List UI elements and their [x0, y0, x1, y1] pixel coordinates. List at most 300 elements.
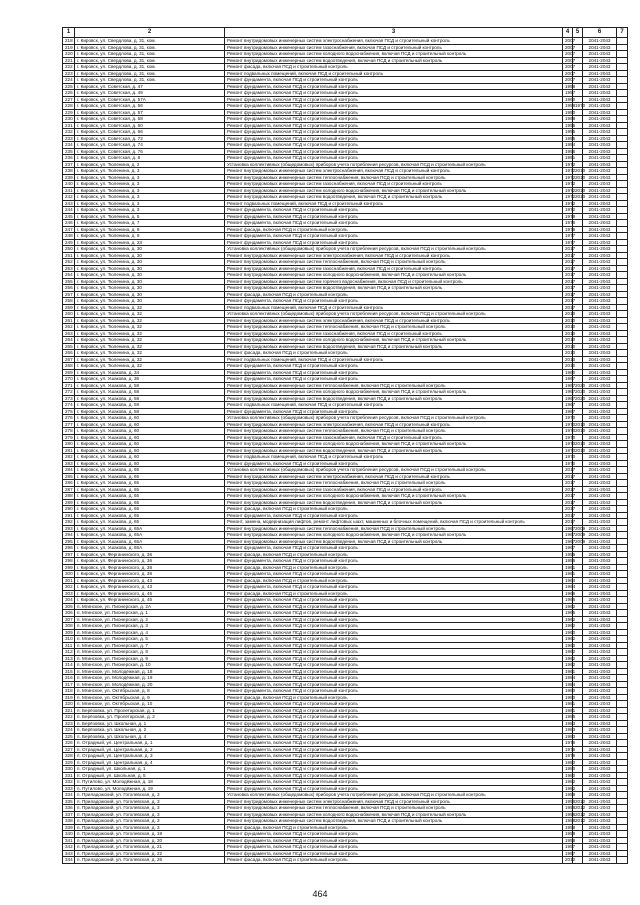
- row-number-cell: 314: [63, 662, 75, 669]
- row-number-cell: 263: [63, 330, 75, 337]
- planned-period-cell: 2041-2043: [583, 272, 617, 279]
- build-year-cell: 1962: [563, 616, 573, 623]
- row-number-cell: 341: [63, 837, 75, 844]
- planned-period-cell: 2041-2043: [583, 454, 617, 461]
- address-cell: г. Кировск, ул. Ферганинского, д. 43: [75, 577, 225, 584]
- planned-period-cell: 2041-2043: [583, 122, 617, 129]
- build-year-cell: 1958: [563, 805, 573, 812]
- build-year-cell: 2007: [563, 77, 573, 84]
- row-number-cell: 244: [63, 207, 75, 214]
- row-number-cell: 254: [63, 272, 75, 279]
- planned-period-cell: 2041-2043: [583, 337, 617, 344]
- planned-period-cell: 2041-2043: [583, 837, 617, 844]
- address-cell: г. Кировск, ул. Тюленина, д. 9: [75, 233, 225, 240]
- row-number-cell: 232: [63, 129, 75, 136]
- work-type-cell: Ремонт подвальных помещений, включая ПСД и строительный контроль: [225, 402, 563, 409]
- build-year-cell: 1961: [563, 564, 573, 571]
- address-cell: п. Приладожский, ул. Гоголевская, д. 26: [75, 857, 225, 864]
- planned-period-cell: 2041-2043: [583, 226, 617, 233]
- address-cell: г. Кировск, ул. Ушакова, д. 58: [75, 408, 225, 415]
- planned-period-cell: 2041-2043: [583, 382, 617, 389]
- planned-period-cell: 2041-2043: [583, 538, 617, 545]
- planned-period-cell: 2041-2043: [583, 155, 617, 162]
- work-type-cell: Ремонт фундамента, включая ПСД и строительный контроль: [225, 772, 563, 779]
- row-number-cell: 336: [63, 805, 75, 812]
- row-number-cell: 243: [63, 200, 75, 207]
- address-cell: г. Кировск, ул. Тюленина, д. 32: [75, 311, 225, 318]
- work-type-cell: Ремонт фундамента, включая ПСД и строительный контроль: [225, 610, 563, 617]
- planned-period-cell: 2041-2043: [583, 545, 617, 552]
- work-type-cell: Ремонт фундамента, включая ПСД и строительный контроль: [225, 727, 563, 734]
- address-cell: г. Кировск, ул. Тюленина, д. 32: [75, 330, 225, 337]
- work-type-cell: Ремонт внутридомовых инженерных систем газоснабжения, включая ПСД и строительный контроль: [225, 265, 563, 272]
- row-number-cell: 277: [63, 421, 75, 428]
- planned-period-cell: 2041-2043: [583, 70, 617, 77]
- work-type-cell: Ремонт фундамента, включая ПСД и строительный контроль: [225, 109, 563, 116]
- planned-period-cell: 2041-2043: [583, 174, 617, 181]
- work-type-cell: Ремонт внутридомовых инженерных систем теплоснабжения, включая ПСД и строительный контроль: [225, 382, 563, 389]
- planned-period-cell: 2041-2043: [583, 467, 617, 474]
- address-cell: г. Кировск, ул. Ферганинского, д. 45: [75, 597, 225, 604]
- address-cell: г. Кировск, ул. Ушакова, д. 34: [75, 369, 225, 376]
- row-number-cell: 313: [63, 655, 75, 662]
- address-cell: п. Приладожский, ул. Гоголевская, д. 3: [75, 818, 225, 825]
- planned-period-cell: 2041-2043: [583, 603, 617, 610]
- planned-period-cell: 2041-2043: [583, 720, 617, 727]
- row-number-cell: 246: [63, 220, 75, 227]
- repair-year-cell: 2020: [573, 382, 583, 389]
- row-number-cell: 287: [63, 486, 75, 493]
- row-number-cell: 227: [63, 96, 75, 103]
- work-type-cell: Ремонт подвальных помещений, включая ПСД и строительный контроль: [225, 356, 563, 363]
- address-cell: г. Кировск, ул. Ушакова, д. 60: [75, 428, 225, 435]
- work-type-cell: Ремонт фундамента, включая ПСД и строительный контроль: [225, 122, 563, 129]
- address-cell: г. Кировск, ул. Ушакова, д. 65: [75, 499, 225, 506]
- work-type-cell: Ремонт фундамента, включая ПСД и строительный контроль: [225, 239, 563, 246]
- planned-period-cell: 2041-2043: [583, 363, 617, 370]
- build-year-cell: 1960: [563, 369, 573, 376]
- work-type-cell: Ремонт внутридомовых инженерных систем теплоснабжения, включая ПСД и строительный контроль: [225, 428, 563, 435]
- build-year-cell: 2017: [563, 278, 573, 285]
- address-cell: г. Кировск, ул. Тюленина, д. 30: [75, 298, 225, 305]
- row-number-cell: 234: [63, 142, 75, 149]
- row-number-cell: 262: [63, 324, 75, 331]
- planned-period-cell: 2041-2043: [583, 304, 617, 311]
- work-type-cell: Ремонт подвальных помещений, включая ПСД и строительный контроль: [225, 454, 563, 461]
- planned-period-cell: 2041-2043: [583, 291, 617, 298]
- build-year-cell: 1983: [563, 727, 573, 734]
- planned-period-cell: 2041-2043: [583, 83, 617, 90]
- work-type-cell: Ремонт фундамента, включая ПСД и строительный контроль: [225, 155, 563, 162]
- work-type-cell: Ремонт внутридомовых инженерных систем холодного водоснабжения, включая ПСД и строительный контроль: [225, 441, 563, 448]
- build-year-cell: 2007: [563, 64, 573, 71]
- work-type-cell: Ремонт внутридомовых инженерных систем холодного водоснабжения, включая ПСД и строительный контроль: [225, 811, 563, 818]
- work-type-cell: Ремонт фасада, включая ПСД и строительный контроль: [225, 564, 563, 571]
- address-cell: г. Кировск, ул. Тюленина, д. 3: [75, 174, 225, 181]
- planned-period-cell: 2041-2043: [583, 525, 617, 532]
- work-type-cell: Ремонт фундамента, включая ПСД и строительный контроль: [225, 701, 563, 708]
- planned-period-cell: 2041-2043: [583, 90, 617, 97]
- address-cell: г. Кировск, ул. Ушакова, д. 60: [75, 460, 225, 467]
- address-cell: п. Отрадный, ул. Центральная, д. 2: [75, 746, 225, 753]
- row-number-cell: 303: [63, 590, 75, 597]
- address-cell: п. Мгинское, ул. Молодёжная, д. 20: [75, 681, 225, 688]
- build-year-cell: 2017: [563, 298, 573, 305]
- row-number-cell: 285: [63, 473, 75, 480]
- address-cell: г. Кировск, ул. Ушакова, д. 65: [75, 486, 225, 493]
- build-year-cell: 2017: [563, 480, 573, 487]
- build-year-cell: 1962: [563, 662, 573, 669]
- planned-period-cell: 2041-2043: [583, 343, 617, 350]
- planned-period-cell: 2041-2043: [583, 148, 617, 155]
- planned-period-cell: 2041-2043: [583, 38, 617, 45]
- row-number-cell: 344: [63, 857, 75, 864]
- work-type-cell: Ремонт внутридомовых инженерных систем электроснабжения, включая ПСД и строительный контроль: [225, 798, 563, 805]
- row-number-cell: 301: [63, 577, 75, 584]
- address-cell: г. Кировск, ул. Ушакова, д. 60: [75, 415, 225, 422]
- planned-period-cell: 2041-2043: [583, 564, 617, 571]
- row-number-cell: 221: [63, 57, 75, 64]
- repair-year-cell: 2010: [573, 174, 583, 181]
- work-type-cell: Ремонт фундамента, включая ПСД и строительный контроль: [225, 213, 563, 220]
- address-cell: г. Кировск, ул. Ферганинского, д. 45: [75, 590, 225, 597]
- address-cell: п. Мгинское, ул. Пионерская, д. 10: [75, 662, 225, 669]
- planned-period-cell: 2041-2043: [583, 252, 617, 259]
- header-col-3: 3: [225, 28, 563, 38]
- planned-period-cell: 2041-2043: [583, 246, 617, 253]
- work-type-cell: Ремонт внутридомовых инженерных систем водоотведения, включая ПСД и строительный контроль: [225, 194, 563, 201]
- build-year-cell: 1970: [563, 447, 573, 454]
- header-col-5: 5: [573, 28, 583, 38]
- address-cell: г. Кировск, ул. Тюленина, д. 3: [75, 181, 225, 188]
- row-number-cell: 295: [63, 538, 75, 545]
- build-year-cell: 1982: [563, 779, 573, 786]
- row-number-cell: 312: [63, 649, 75, 656]
- planned-period-cell: 2041-2043: [583, 376, 617, 383]
- planned-period-cell: 2041-2043: [583, 480, 617, 487]
- address-cell: г. Кировск, ул. Советская, д. 56: [75, 103, 225, 110]
- build-year-cell: 1958: [563, 831, 573, 838]
- work-type-cell: Ремонт фасада, включая ПСД и строительный контроль: [225, 824, 563, 831]
- build-year-cell: 2017: [563, 246, 573, 253]
- repair-year-cell: 2012: [573, 798, 583, 805]
- planned-period-cell: 2041-2043: [583, 753, 617, 760]
- build-year-cell: 1956: [563, 148, 573, 155]
- address-cell: п. Приладожский, ул. Гоголевская, д. 3: [75, 792, 225, 799]
- address-cell: г. Кировск, ул. Свердлова, д. 31, ком.: [75, 70, 225, 77]
- row-number-cell: 324: [63, 727, 75, 734]
- planned-period-cell: 2041-2043: [583, 649, 617, 656]
- work-type-cell: Ремонт фундамента, включая ПСД и строительный контроль: [225, 584, 563, 591]
- address-cell: г. Кировск, ул. Советская, д. 49: [75, 90, 225, 97]
- row-number-cell: 335: [63, 798, 75, 805]
- planned-period-cell: 2041-2043: [583, 402, 617, 409]
- planned-period-cell: 2041-2043: [583, 187, 617, 194]
- planned-period-cell: 2041-2043: [583, 740, 617, 747]
- build-year-cell: 2007: [563, 57, 573, 64]
- work-type-cell: Ремонт фундамента, включая ПСД и строительный контроль: [225, 512, 563, 519]
- build-year-cell: 1972: [563, 200, 573, 207]
- address-cell: п. Мгинское, ул. Пионерская, д. 5: [75, 636, 225, 643]
- address-cell: г. Кировск, ул. Советская, д. 8: [75, 155, 225, 162]
- planned-period-cell: 2041-2043: [583, 428, 617, 435]
- planned-period-cell: 2041-2043: [583, 551, 617, 558]
- work-type-cell: Ремонт фундамента, включая ПСД и строительный контроль: [225, 545, 563, 552]
- row-number-cell: 309: [63, 629, 75, 636]
- address-cell: п. Мгинское, ул. Пионерская, д. 4: [75, 629, 225, 636]
- repair-year-cell: 2009: [573, 538, 583, 545]
- address-cell: п. Берёзовка, ул. Школьная, д. 2: [75, 727, 225, 734]
- address-cell: г. Кировск, ул. Тюленина, д. 32: [75, 337, 225, 344]
- row-number-cell: 306: [63, 610, 75, 617]
- row-number-cell: 228: [63, 103, 75, 110]
- address-cell: г. Кировск, ул. Ушакова, д. 65: [75, 493, 225, 500]
- build-year-cell: 1968: [563, 116, 573, 123]
- planned-period-cell: 2041-2043: [583, 519, 617, 526]
- work-type-cell: Ремонт фундамента, включая ПСД и строительный контроль: [225, 779, 563, 786]
- planned-period-cell: 2041-2043: [583, 512, 617, 519]
- planned-period-cell: 2041-2043: [583, 96, 617, 103]
- build-year-cell: 1980: [563, 759, 573, 766]
- build-year-cell: 1961: [563, 668, 573, 675]
- address-cell: п. Мгинское, ул. Пионерская, д. 8: [75, 649, 225, 656]
- planned-period-cell: 2041-2043: [583, 265, 617, 272]
- repair-year-cell: 2020: [573, 395, 583, 402]
- build-year-cell: 1983: [563, 733, 573, 740]
- work-type-cell: Ремонт внутридомовых инженерных систем водоотведения, включая ПСД и строительный контроль: [225, 285, 563, 292]
- work-type-cell: Ремонт внутридомовых инженерных систем холодного водоснабжения, включая ПСД и строительный контроль: [225, 337, 563, 344]
- row-number-cell: 253: [63, 265, 75, 272]
- repair-year-cell: 2012: [573, 811, 583, 818]
- build-year-cell: 1966: [563, 590, 573, 597]
- repair-year-cell: 2010: [573, 421, 583, 428]
- row-number-cell: 256: [63, 285, 75, 292]
- row-number-cell: 224: [63, 77, 75, 84]
- planned-period-cell: 2041-2043: [583, 194, 617, 201]
- work-type-cell: Ремонт фундамента, включая ПСД и строительный контроль: [225, 759, 563, 766]
- row-number-cell: 260: [63, 311, 75, 318]
- address-cell: п. Мгинское, ул. Пионерская, д. 3: [75, 623, 225, 630]
- address-cell: п. Приладожский, ул. Гоголевская, д. 3: [75, 805, 225, 812]
- address-cell: п. Мгинское, ул. Октябрьская, д. 10: [75, 701, 225, 708]
- address-cell: г. Кировск, ул. Советская, д. 58: [75, 116, 225, 123]
- planned-period-cell: 2041-2043: [583, 610, 617, 617]
- work-type-cell: Ремонт фундамента, включая ПСД и строительный контроль: [225, 148, 563, 155]
- work-type-cell: Ремонт фасада, включая ПСД и строительный контроль: [225, 857, 563, 864]
- build-year-cell: 1970: [563, 434, 573, 441]
- work-type-cell: Установка коллективных (общедомовых) приборов учета потребления ресурсов, включая ПСД и строительный контроль: [225, 161, 563, 168]
- work-type-cell: Ремонт фундамента, включая ПСД и строительный контроль: [225, 740, 563, 747]
- planned-period-cell: 2041-2043: [583, 655, 617, 662]
- build-year-cell: 1967: [563, 389, 573, 396]
- address-cell: п. Мгинское, ул. Пионерская, д. 2: [75, 616, 225, 623]
- planned-period-cell: 2041-2043: [583, 811, 617, 818]
- work-type-cell: Ремонт фундамента, включая ПСД и строительный контроль: [225, 688, 563, 695]
- address-cell: г. Кировск, ул. Ферганинского, д. 36: [75, 558, 225, 565]
- work-type-cell: Ремонт фундамента, включая ПСД и строительный контроль: [225, 649, 563, 656]
- row-number-cell: 274: [63, 402, 75, 409]
- planned-period-cell: 2041-2043: [583, 298, 617, 305]
- planned-period-cell: 2041-2043: [583, 850, 617, 857]
- row-number-cell: 305: [63, 603, 75, 610]
- address-cell: г. Кировск, ул. Тюленина, д. 30: [75, 278, 225, 285]
- planned-period-cell: 2041-2043: [583, 792, 617, 799]
- work-type-cell: Ремонт внутридомовых инженерных систем холодного водоснабжения, включая ПСД и строительный контроль: [225, 187, 563, 194]
- build-year-cell: 1972: [563, 181, 573, 188]
- address-cell: г. Кировск, ул. Ушакова, д. 65: [75, 467, 225, 474]
- planned-period-cell: 2041-2043: [583, 623, 617, 630]
- work-type-cell: Ремонт фундамента, включая ПСД и строительный контроль: [225, 96, 563, 103]
- work-type-cell: Ремонт фасада, включая ПСД и строительный контроль: [225, 577, 563, 584]
- build-year-cell: 2017: [563, 512, 573, 519]
- row-number-cell: 289: [63, 499, 75, 506]
- work-type-cell: Ремонт внутридомовых инженерных систем теплоснабжения, включая ПСД и строительный контроль: [225, 805, 563, 812]
- address-cell: п. Приладожский, ул. Гоголевская, д. 22: [75, 850, 225, 857]
- address-cell: г. Кировск, ул. Ушакова, д. 58: [75, 382, 225, 389]
- work-type-cell: Установка коллективных (общедомовых) приборов учета потребления ресурсов, включая ПСД и строительный контроль: [225, 792, 563, 799]
- work-type-cell: Ремонт фасада, включая ПСД и строительный контроль: [225, 291, 563, 298]
- address-cell: п. Мгинское, ул. Пионерская, д. 2А: [75, 603, 225, 610]
- header-col-6: 6: [583, 28, 617, 38]
- row-number-cell: 271: [63, 382, 75, 389]
- work-type-cell: Ремонт фундамента, включая ПСД и строительный контроль: [225, 83, 563, 90]
- work-type-cell: Ремонт фундамента, включая ПСД и строительный контроль: [225, 766, 563, 773]
- header-col-2: 2: [75, 28, 225, 38]
- address-cell: г. Кировск, ул. Ушакова, д. 65: [75, 506, 225, 513]
- row-number-cell: 247: [63, 226, 75, 233]
- work-type-cell: Ремонт фундамента, включая ПСД и строительный контроль: [225, 116, 563, 123]
- planned-period-cell: 2041-2043: [583, 51, 617, 58]
- row-number-cell: 328: [63, 753, 75, 760]
- build-year-cell: 1967: [563, 395, 573, 402]
- build-year-cell: 1984: [563, 681, 573, 688]
- work-type-cell: Ремонт фундамента, включая ПСД и строительный контроль: [225, 207, 563, 214]
- row-number-cell: 288: [63, 493, 75, 500]
- build-year-cell: 1981: [563, 707, 573, 714]
- build-year-cell: 1970: [563, 454, 573, 461]
- row-number-cell: 297: [63, 551, 75, 558]
- row-number-cell: 290: [63, 506, 75, 513]
- build-year-cell: 1970: [563, 415, 573, 422]
- row-number-cell: 308: [63, 623, 75, 630]
- planned-period-cell: 2041-2043: [583, 239, 617, 246]
- work-type-cell: Ремонт внутридомовых инженерных систем холодного водоснабжения, включая ПСД и строительный контроль: [225, 389, 563, 396]
- address-cell: г. Кировск, ул. Ушакова, д. 58: [75, 389, 225, 396]
- row-number-cell: 268: [63, 363, 75, 370]
- header-col-7: 7: [617, 28, 628, 38]
- build-year-cell: 1957: [563, 850, 573, 857]
- build-year-cell: 1980: [563, 694, 573, 701]
- planned-period-cell: 2041-2043: [583, 629, 617, 636]
- row-number-cell: 252: [63, 259, 75, 266]
- build-year-cell: 1962: [563, 603, 573, 610]
- planned-period-cell: 2041-2043: [583, 746, 617, 753]
- planned-period-cell: 2041-2043: [583, 571, 617, 578]
- work-type-cell: Ремонт фундамента, включая ПСД и строительный контроль: [225, 733, 563, 740]
- work-type-cell: Ремонт фундамента, включая ПСД и строительный контроль: [225, 571, 563, 578]
- planned-period-cell: 2041-2043: [583, 103, 617, 110]
- work-type-cell: Ремонт фундамента, включая ПСД и строительный контроль: [225, 460, 563, 467]
- address-cell: г. Кировск, ул. Ушакова, д. 65: [75, 512, 225, 519]
- build-year-cell: 1954: [563, 142, 573, 149]
- address-cell: г. Кировск, ул. Тюленина, д. 3: [75, 168, 225, 175]
- work-type-cell: Ремонт фундамента, включая ПСД и строительный контроль: [225, 714, 563, 721]
- address-cell: п. Путилово, ул. Молодёжная, д. 18: [75, 779, 225, 786]
- address-cell: г. Кировск, ул. Советская, д. 60: [75, 122, 225, 129]
- address-cell: г. Кировск, ул. Ушакова, д. 65А: [75, 525, 225, 532]
- build-year-cell: 2007: [563, 44, 573, 51]
- row-number-cell: 272: [63, 389, 75, 396]
- build-year-cell: 1955: [563, 129, 573, 136]
- build-year-cell: 1967: [563, 538, 573, 545]
- build-year-cell: 1958: [563, 811, 573, 818]
- build-year-cell: 2010: [563, 363, 573, 370]
- build-year-cell: 2017: [563, 486, 573, 493]
- row-number-cell: 323: [63, 720, 75, 727]
- planned-period-cell: 2041-2043: [583, 408, 617, 415]
- planned-period-cell: 2041-2043: [583, 844, 617, 851]
- row-number-cell: 264: [63, 337, 75, 344]
- row-number-cell: 318: [63, 688, 75, 695]
- work-type-cell: Ремонт фундамента, включая ПСД и строительный контроль: [225, 558, 563, 565]
- build-year-cell: 1951: [563, 155, 573, 162]
- address-cell: г. Кировск, ул. Тюленина, д. 3: [75, 194, 225, 201]
- planned-period-cell: 2041-2043: [583, 415, 617, 422]
- work-type-cell: Установка коллективных (общедомовых) приборов учета потребления ресурсов, включая ПСД и строительный контроль: [225, 415, 563, 422]
- work-type-cell: Ремонт внутридомовых инженерных систем водоотведения, включая ПСД и строительный контроль: [225, 343, 563, 350]
- build-year-cell: 2017: [563, 252, 573, 259]
- work-type-cell: Ремонт фундамента, включая ПСД и строительный контроль: [225, 707, 563, 714]
- address-cell: г. Кировск, ул. Ферганинского, д. 38: [75, 564, 225, 571]
- build-year-cell: 2010: [563, 330, 573, 337]
- note-cell: [617, 857, 628, 864]
- planned-period-cell: 2041-2043: [583, 317, 617, 324]
- build-year-cell: 1955: [563, 122, 573, 129]
- row-number-cell: 286: [63, 480, 75, 487]
- address-cell: г. Кировск, ул. Ушакова, д. 65А: [75, 532, 225, 539]
- work-type-cell: Ремонт фасада, включая ПСД и строительный контроль: [225, 226, 563, 233]
- row-number-cell: 315: [63, 668, 75, 675]
- build-year-cell: 2007: [563, 38, 573, 45]
- column-number-header-row: [63, 28, 628, 38]
- work-type-cell: Ремонт внутридомовых инженерных систем электроснабжения, включая ПСД и строительный контроль: [225, 38, 563, 45]
- work-type-cell: Ремонт внутридомовых инженерных систем электроснабжения, включая ПСД и строительный контроль: [225, 421, 563, 428]
- row-number-cell: 270: [63, 376, 75, 383]
- planned-period-cell: 2041-2043: [583, 805, 617, 812]
- row-number-cell: 239: [63, 174, 75, 181]
- planned-period-cell: 2041-2043: [583, 688, 617, 695]
- address-cell: г. Кировск, ул. Советская, д. 76: [75, 148, 225, 155]
- work-type-cell: Ремонт, замена, модернизация лифтов, ремонт лифтовых шахт, машинных и блочных помещений, включая ПСД и строительный контроль: [225, 519, 563, 526]
- planned-period-cell: 2041-2043: [583, 116, 617, 123]
- work-type-cell: Ремонт фундамента, включая ПСД и строительный контроль: [225, 753, 563, 760]
- address-cell: г. Кировск, ул. Тюленина, д. 23: [75, 239, 225, 246]
- build-year-cell: 2010: [563, 337, 573, 344]
- row-number-cell: 276: [63, 415, 75, 422]
- address-cell: п. Берёзовка, ул. Школьная, д. 1: [75, 720, 225, 727]
- row-number-cell: 332: [63, 779, 75, 786]
- row-number-cell: 281: [63, 447, 75, 454]
- planned-period-cell: 2041-2043: [583, 616, 617, 623]
- address-cell: п. Мгинское, ул. Пионерская, д. 7: [75, 642, 225, 649]
- build-year-cell: 1955: [563, 135, 573, 142]
- row-number-cell: 317: [63, 681, 75, 688]
- repair-year-cell: 2010: [573, 187, 583, 194]
- planned-period-cell: 2041-2043: [583, 109, 617, 116]
- row-number-cell: 275: [63, 408, 75, 415]
- work-type-cell: Ремонт фасада, включая ПСД и строительный контроль: [225, 64, 563, 71]
- row-number-cell: 310: [63, 636, 75, 643]
